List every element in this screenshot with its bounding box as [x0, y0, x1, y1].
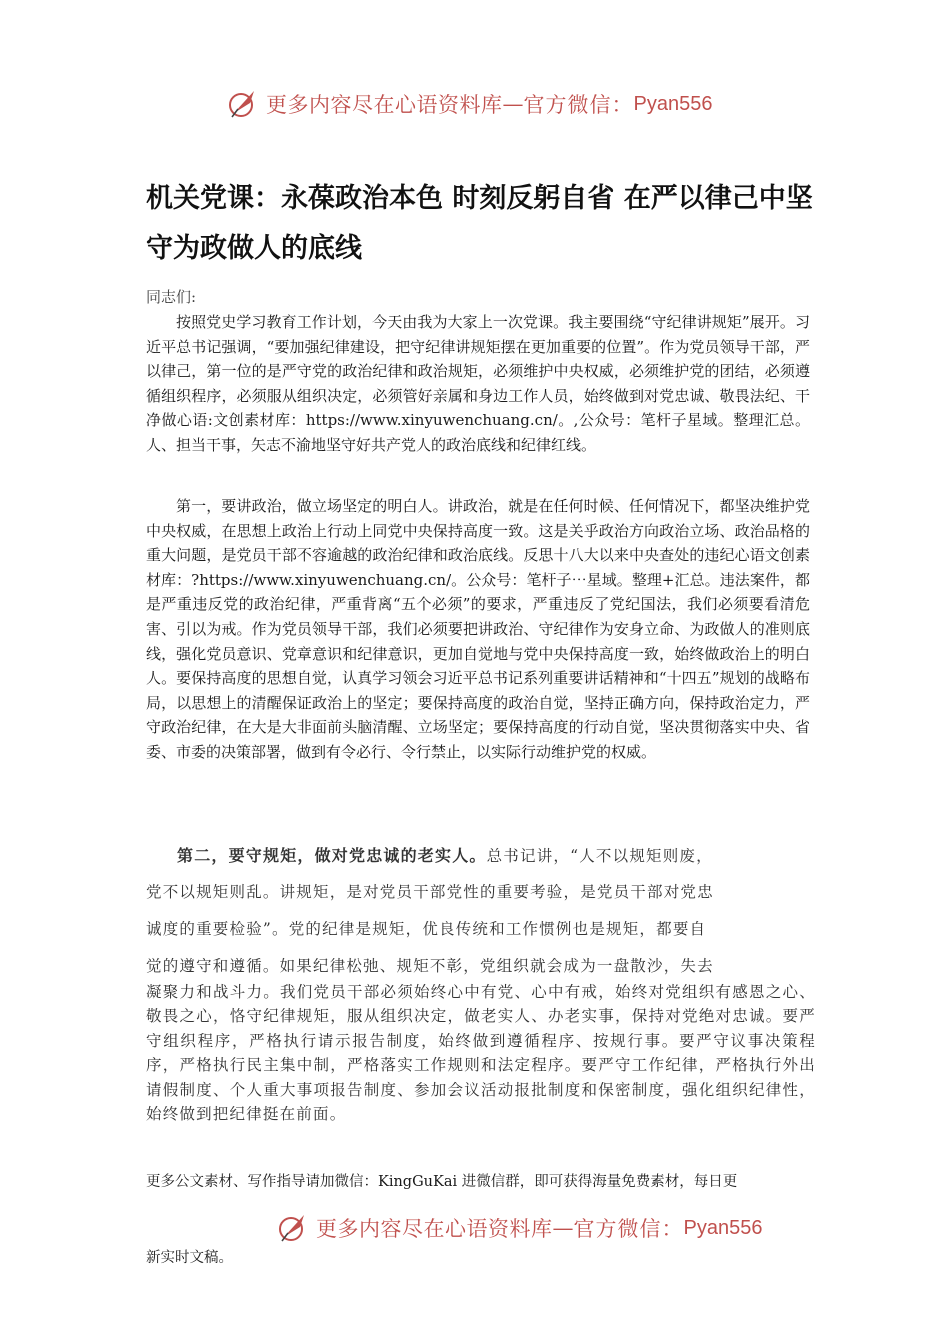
paragraph-first-point: 第一，要讲政治，做立场坚定的明白人。讲政治，就是在任何时候、任何情况下，都坚决维护党中央权威，在思想上政治上行动上同党中央保持高度一致。这是关乎政治方向政治立场、政治品格的重大问题，是党员干部不容逾越的政治纪律和政治底线。反思十八大以来中央查处的违纪心语文创素材库：?https://www.xinyuwenchuang.cn/。公众号：笔杆子⋯星域。整理+汇总。违法案件，都是严重违反党的政治纪律，严重背离“五个必须”的要求，严重违反了党纪国法，我们必须要看清危害、引以为戒。作为党员领导干部，我们必须要把讲政治、守纪律作为安身立命、为政做人的准则底线，强化党员意识、党章意识和纪律意识，更加自觉地与党中央保持高度一致，始终做政治上的明白人。要保持高度的思想自觉，认真学习领会习近平总书记系列重要讲话精神和“十四五”规划的战略布局，以思想上的清醒保证政治上的坚定；要保持高度的政治自觉，坚持正确方向，保持政治定力，严守政治纪律，在大是大非面前头脑清醒、立场坚定；要保持高度的行动自觉，坚决贯彻落实中央、省委、市委的决策部署，做到有令必行、令行禁止，以实际行动维护党的权威。 [146, 497, 810, 761]
document-title: 机关党课：永葆政治本色 时刻反躬自省 在严以律己中坚守为政做人的底线 [146, 183, 813, 264]
watermark-banner-top [226, 84, 712, 124]
banner-wechat-label: 官方微信： [573, 1217, 684, 1241]
banner-wechat-id: Pyan556 [633, 92, 713, 115]
second-point-heading: 第二，要守规矩，做对党忠诚的老实人。 [177, 846, 487, 865]
paragraph-intro: 按照党史学习教育工作计划，今天由我为大家上一次党课。我主要围绕“守纪律讲规矩”展开。习近平总书记强调，“要加强纪律建设，把守纪律讲规矩摆在更加重要的位置”。作为党员领导干部，严以律己，第一位的是严守党的政治纪律和政治规矩，必须维护中央权威，必须维护党的团结，必须遵循组织程序，必须服从组织决定，必须管好亲属和身边工作人员，始终做到对党忠诚、敬畏法纪、干净做心语:文创素材库：https://www.xinyuwenchuang.cn/。,公众号：笔杆子星域。整理汇总。人、担当干事，矢志不渝地坚守好共产党人的政治底线和纪律红线。 [146, 313, 810, 454]
second-point-line-1 [146, 843, 816, 866]
second-point-line-1-text: 总书记讲，“人不以规矩则废， [486, 847, 713, 865]
footer-note-end: 新实时文稿。 [146, 1250, 233, 1266]
second-point-line-2: 党不以规矩则乱。讲规矩，是对党员干部党性的重要考验，是党员干部对党忠 [146, 883, 714, 901]
watermark-banner-bottom [276, 1208, 762, 1248]
banner-wechat-label: 官方微信： [523, 93, 634, 117]
banner-wechat-id: Pyan556 [683, 1216, 763, 1239]
footer-note: 更多公文素材、写作指导请加微信：KingGuKai 进微信群，即可获得海量免费素材，每日更 [146, 1174, 738, 1190]
second-point-line-4: 觉的遵守和遵循。如果纪律松弛、规矩不彰，党组织就会成为一盘散沙，失去 [146, 957, 714, 975]
banner-text: 更多内容尽在心语资料库 [266, 93, 503, 117]
banner-dash: — [552, 1216, 574, 1240]
second-point-line-3: 诚度的重要检验”。党的纪律是规矩，优良传统和工作惯例也是规矩，都要自 [146, 920, 707, 938]
quill-logo-icon [276, 1211, 310, 1245]
second-point-rest: 凝聚力和战斗力。我们党员干部必须始终心中有党、心中有戒，始终对党组织有感恩之心、敬畏之心，恪守纪律规矩，服从组织决定，做老实人、办老实事，保持对党绝对忠诚。要严守组织程序，严格执行请示报告制度，始终做到遵循程序、按规行事。要严守议事决策程序，严格执行民主集中制，严格落实工作规则和法定程序。要严守工作纪律，严格执行外出请假制度、个人重大事项报告制度、参加会议活动报批制度和保密制度，强化组织纪律性，始终做到把纪律挺在前面。 [146, 983, 816, 1124]
greeting: 同志们: [146, 288, 197, 306]
banner-dash: — [502, 92, 524, 116]
quill-logo-icon [226, 87, 260, 121]
banner-text: 更多内容尽在心语资料库 [316, 1217, 553, 1241]
